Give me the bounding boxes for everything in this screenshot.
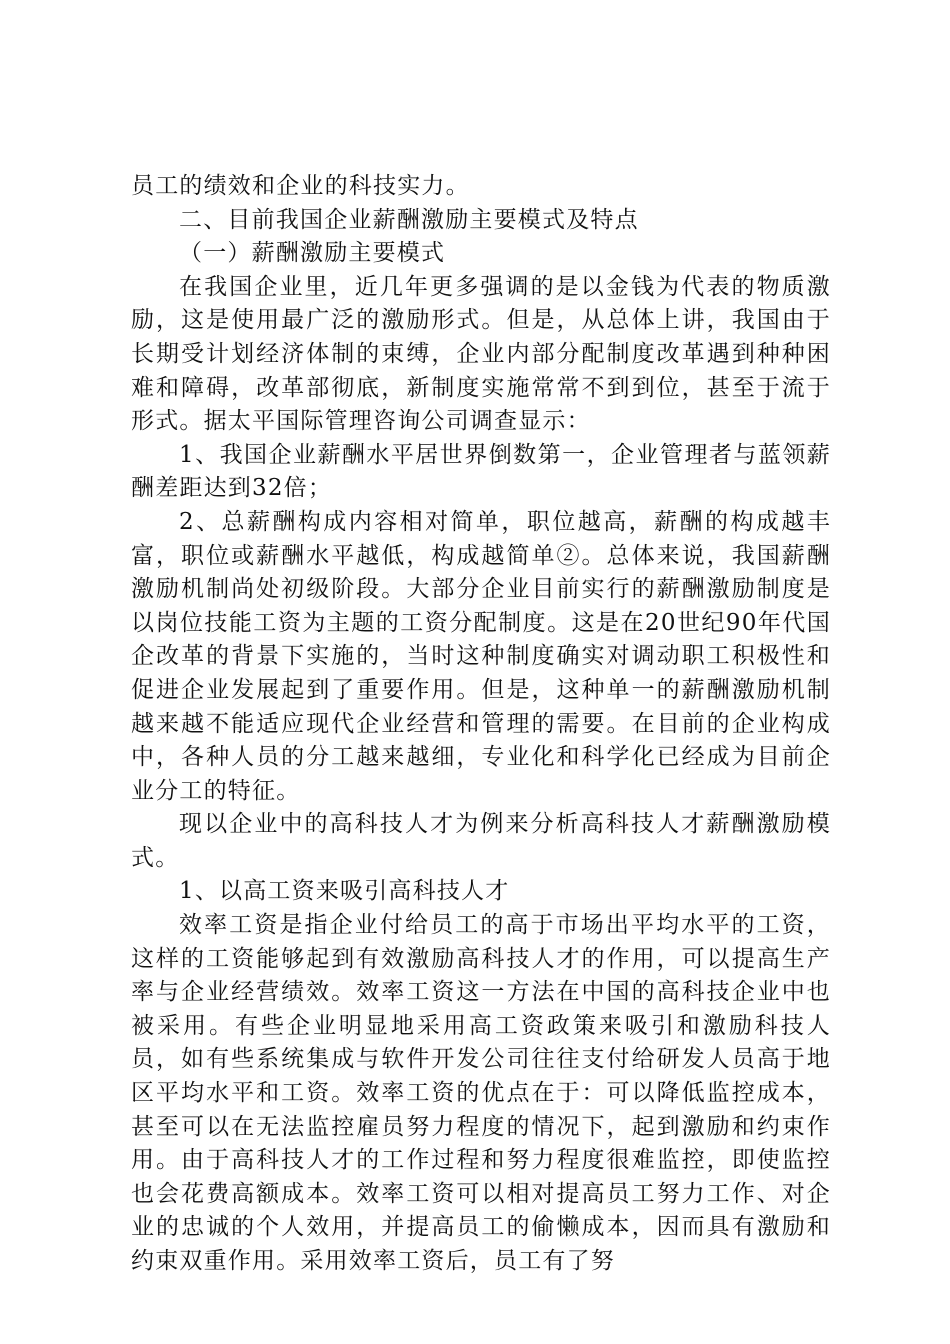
- paragraph: 效率工资是指企业付给员工的高于市场出平均水平的工资，这样的工资能够起到有效激励高科技人才的作用，可以提高生产率与企业经营绩效。效率工资这一方法在中国的高科技企业中也被采用。有些企业明显地采用高工资政策来吸引和激励科技人员，如有些系统集成与软件开发公司往往支付给研发人员高于地区平均水平和工资。效率工资的优点在于：可以降低监控成本，甚至可以在无法监控雇员努力程度的情况下，起到激励和约束作用。由于高科技人才的工作过程和努力程度很难监控，即使监控也会花费高额成本。效率工资可以相对提高员工努力工作、对企业的忠诚的个人效用，并提高员工的偷懒成本，因而具有激励和约束双重作用。采用效率工资后，员工有了努: [131, 912, 831, 1274]
- paragraph-continuation: 员工的绩效和企业的科技实力。: [131, 173, 470, 199]
- section-heading: 二、目前我国企业薪酬激励主要模式及特点: [179, 206, 639, 233]
- list-item: 1、我国企业薪酬水平居世界倒数第一，企业管理者与蓝领薪酬差距达到32倍；: [131, 441, 831, 502]
- paragraph: 现以企业中的高科技人才为例来分析高科技人才薪酬激励模式。: [131, 811, 831, 871]
- list-item: 2、总薪酬构成内容相对简单，职位越高，薪酬的构成越丰富，职位或薪酬水平越低，构成越简单②。总体来说，我国薪酬激励机制尚处初级阶段。大部分企业目前实行的薪酬激励制度是以岗位技能工资为主题的工资分配制度。这是在20世纪90年代国企改革的背景下实施的，当时这种制度确实对调动职工积极性和促进企业发展起到了重要作用。但是，这种单一的薪酬激励机制越来越不能适应现代企业经营和管理的需要。在目前的企业构成中，各种人员的分工越来越细，专业化和科学化已经成为目前企业分工的特征。: [131, 508, 831, 804]
- document-body: [131, 170, 831, 1279]
- paragraph: 在我国企业里，近几年更多强调的是以金钱为代表的物质激励，这是使用最广泛的激励形式。但是，从总体上讲，我国由于长期受计划经济体制的束缚，企业内部分配制度改革遇到种种困难和障碍，改革部彻底，新制度实施常常不到到位，甚至于流于形式。据太平国际管理咨询公司调查显示：: [131, 273, 831, 435]
- subheading: 1、以高工资来吸引高科技人才: [179, 878, 510, 905]
- subsection-heading: （一）薪酬激励主要模式: [179, 240, 446, 267]
